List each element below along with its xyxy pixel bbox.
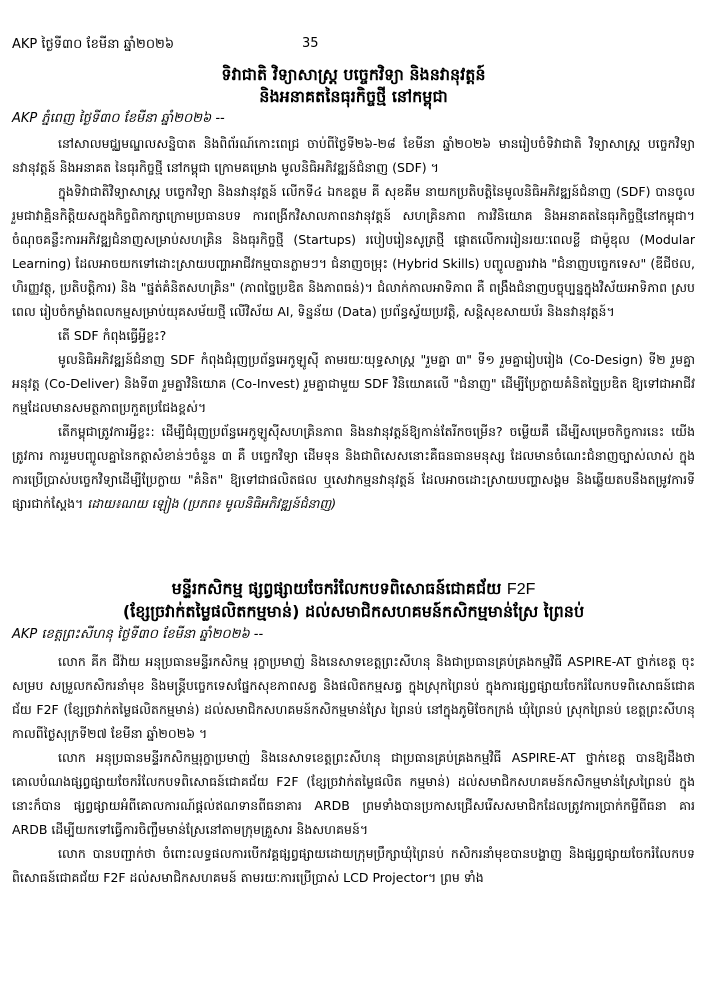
page-header bbox=[12, 36, 695, 56]
page-number: 35 bbox=[302, 36, 319, 51]
article1-dateline: AKP ភ្នំពេញ ថ្ងៃទី៣០ ខែមីនា ឆ្នាំ២០២៦ -- bbox=[12, 111, 225, 126]
article1-title bbox=[20, 64, 687, 108]
article1-paragraph: នៅសាលមជ្ឈមណ្ឌលសន្និបាត និងពិព័រណ៍កោះពេជ្រ ចាប់ពីថ្ងៃទី២៦-២៨ ខែមីនា ឆ្នាំ២០២៦ មានរៀបចំទិវាជាតិ វិទ្យាសាស្ត្រ បច្ចេកវិទ្យា នវានុវត្តន៍ និងអនាគត នៃធុរកិច្ចថ្មី នៅកម្ពុជា ក្រោមគម្រោង មូលនិធិអភិវឌ្ឍន៍ជំនាញ (SDF) ។ bbox=[12, 136, 695, 175]
article2-title-f2f: F2F bbox=[506, 581, 536, 598]
article2-title bbox=[20, 578, 687, 623]
article1-paragraph: ក្នុងទិវាជាតិវិទ្យាសាស្ត្រ បច្ចេកវិទ្យា និងនវានុវត្តន៍ លើកទី៤ ឯកឧត្តម គី សុខគីម នាយកប្រតិបត្តិនៃមូលនិធិអភិវឌ្ឍន៍ជំនាញ (SDF) បានចូលរួមជាវាគ្មិនកិត្តិយសក្នុងកិច្ចពិភាក្សាក្រោមប្រធានបទ ការពង្រីកវិសាលភាពនវានុវត្តន៍ សហគ្រិនភាព ការវិនិយោគ និងអនាគតនៃធុរកិច្ចថ្មីនៅកម្ពុជា។ ចំណុចគន្លឹះការអភិវឌ្ឍជំនាញសម្រាប់សហគ្រិន និងធុរកិច្ចថ្មី (Startups) របៀបរៀនសូត្រថ្មី ផ្ដោតលើការរៀនរយៈពេលខ្លី ជាម៉ូឌុល (Modular Learning) ដែលអាចយកទៅដោះស្រាយបញ្ហាអាជីវកម្មបានភ្លាមៗ។ ជំនាញចម្រុះ (Hybrid Skills) បញ្ចូលគ្នារវាង "ជំនាញបច្ចេកទេស" (ឌីជីថល, ហិរញ្ញវត្ថុ, ប្រតិបត្តិការ) និង "ផ្នត់គំនិតសហគ្រិន" (ភាពច្នៃប្រឌិត និងភាពធន់)។ ជំលាក់កាលអាទិភាព គឺ ពង្រឹងជំនាញបច្ចុប្បន្នក្នុងវិស័យអាទិភាព ស្របពេល រៀបចំកម្លាំងពលកម្មសម្រាប់យុគសម័យថ្មី លើវិស័យ AI, ទិន្នន័យ (Data) ប្រព័ន្ធស្វ័យប្រវត្តិ, សន្តិសុខសាយប័រ និងនវានុវត្តន៍។ bbox=[12, 184, 695, 319]
article2-paragraph: លោក បានបញ្ជាក់ថា ចំពោះលទ្ធផលការបើកវគ្គផ្សព្វផ្សាយដោយក្រុមប្រឹក្សាឃុំព្រៃនប់ កសិករនាំមុខបានបង្ហាញ និងផ្សព្វផ្សាយចែករំលែកបទ ពិសោធន៍ជោគជ័យ F2F ដល់សមាជិកសហគមន៍ តាមរយៈការប្រើប្រាស់ LCD Projector។ ព្រម ទាំង bbox=[12, 846, 695, 885]
article2-paragraph: លោក គីក ជីវ៉ាយ អនុប្រធានមន្ទីរកសិកម្ម រុក្ខាប្រមាញ់ និងនេសាទខេត្តព្រះសីហនុ និងជាប្រធានគ្រប់គ្រងកម្មវិធី ASPIRE-AT ថ្នាក់ខេត្ត ចុះសម្រប សម្រួលកសិករនាំមុខ និងមន្ត្រីបច្ចេកទេសផ្នែកសុខភាពសត្វ និងផលិតកម្មសត្វ ក្នុងស្រុកព្រៃនប់ ក្នុងការផ្សព្វផ្សាយចែករំលែកបទពិសោធន៍ជោគ ជ័យ F2F (ខ្សែច្រវាក់តម្លៃផលិតកម្មមាន់) ដល់សមាជិកសហគមន៍កសិកម្មមាន់ស្រែ ព្រៃនប់ នៅក្នុងភូមិចែកក្រង់ ឃុំព្រៃនប់ ស្រុកព្រៃនប់ ខេត្តព្រះសីហនុ កាលពីថ្ងៃសុក្រទី២៧ ខែមីនា ឆ្នាំ២០២៦ ។ bbox=[12, 654, 695, 741]
article1-body bbox=[12, 132, 695, 516]
article1-title-line2: និងអនាគតនៃធុរកិច្ចថ្មី នៅកម្ពុជា bbox=[259, 87, 448, 106]
article2-paragraph: លោក អនុប្រធានមន្ទីរកសិកម្មរុក្ខាប្រមាញ់ និងនេសាទខេត្តព្រះសីហនុ ជាប្រធានគ្រប់គ្រងកម្មវិធី ASPIRE-AT ថ្នាក់ខេត្ត បានឱ្យដឹងថា គោលបំណងផ្សព្វផ្សាយចែករំលែកបទពិសោធន៍ជោគជ័យ F2F (ខ្សែច្រវាក់តម្លៃផលិត កម្មមាន់) ដល់សមាជិកសហគមន៍កសិកម្មមាន់ស្រែព្រៃនប់ ក្នុងនោះក៏បាន ផ្សព្វផ្សាយអំពីគោលការណ៍ផ្ដល់ឥណទានពីធនាគារ ARDB ព្រមទាំងបានប្រកាសជ្រើសរើសសមាជិកដែលត្រូវការប្រាក់កម្ចីពីធនា គារ ARDB ដើម្បីយកទៅធ្វើការចិញ្ចឹមមាន់ស្រែនៅតាមក្រុមគ្រួសារ និងសហគមន៍។ bbox=[12, 750, 695, 837]
article1-paragraph-text: តើកម្ពុជាត្រូវការអ្វីខ្លះ: ដើម្បីជំរុញប្រព័ន្ធអេកូឡូស៊ីសហគ្រិនភាព និងនវានុវត្តន៍ឱ្យកាន់តែរីកចម្រើន? ចម្លើយគឺ ដើម្បីសម្រេចកិច្ចការនេះ យើងត្រូវការ ការរួមបញ្ចូលគ្នានៃកត្តាសំខាន់ៗចំនួន ៣ គឺ បច្ចេកវិទ្យា ដើមទុន និងជាពិសេសនោះគឺធនធានមនុស្ស ដែលមានចំណេះជំនាញច្បាស់លាស់ ក្នុងការប្រើប្រាស់បច្ចេកវិទ្យាដើម្បីប្រែក្លាយ "គំនិត" ឱ្យទៅជាផលិតផល ឬសេវាកម្មនវានុវត្តន៍ ដែលអាចដោះស្រាយបញ្ហាសង្គម និងឆ្លើយតបនឹងតម្រូវការទីផ្សារជាក់ស្តែង។ bbox=[12, 424, 695, 511]
article1-byline: ដោយ៖ណយ ឡៀង (ប្រភព៖ មូលនិធិអភិវឌ្ឍន៍ជំនាញ) bbox=[87, 496, 337, 511]
article1-paragraph: មូលនិធិអភិវឌ្ឍន៍ជំនាញ SDF កំពុងជំរុញប្រព័ន្ធអេកូឡូស៊ី តាមរយៈយុទ្ធសាស្ត្រ "រួមគ្នា ៣" ទី១ រួមគ្នារៀបរៀង (Co-Design) ទី២ រួមគ្នាអនុវត្ត (Co-Deliver) និងទី៣ រួមគ្នាវិនិយោគ (Co-Invest) រួមគ្នាជាមួយ SDF វិនិយោគលើ "ជំនាញ" ដើម្បីប្រែក្លាយគំនិតច្នៃប្រឌិត ឱ្យទៅជាអាជីវកម្មដែលមានសមត្ថភាពប្រកួតប្រជែងខ្ពស់។ bbox=[12, 352, 695, 415]
article1-paragraph: តើ SDF កំពុងធ្វើអ្វីខ្លះ? bbox=[58, 328, 167, 343]
header-date: AKP ថ្ងៃទី៣០ ខែមីនា ឆ្នាំ២០២៦ bbox=[12, 37, 175, 52]
article2-title-line2: (ខ្សែច្រវាក់តម្លៃផលិតកម្មមាន់) ដល់សមាជិកសហគមន៍កសិកម្មមាន់ស្រែ ព្រៃនប់ bbox=[122, 602, 585, 621]
article2-body bbox=[12, 650, 695, 890]
article2-title-line1-kh: មន្ទីរកសិកម្ម ផ្សព្វផ្សាយចែករំលែកបទពិសោធន៍ជោគជ័យ bbox=[171, 579, 502, 598]
article2-title-line1 bbox=[20, 578, 687, 601]
article2-dateline: AKP ខេត្តព្រះសីហនុ ថ្ងៃទី៣០ ខែមីនា ឆ្នាំ២០២៦ -- bbox=[12, 627, 264, 642]
article1-paragraph bbox=[12, 420, 695, 516]
article1-title-line1: ទិវាជាតិ វិទ្យាសាស្ត្រ បច្ចេកវិទ្យា និងនវានុវត្តន៍ bbox=[221, 65, 486, 84]
